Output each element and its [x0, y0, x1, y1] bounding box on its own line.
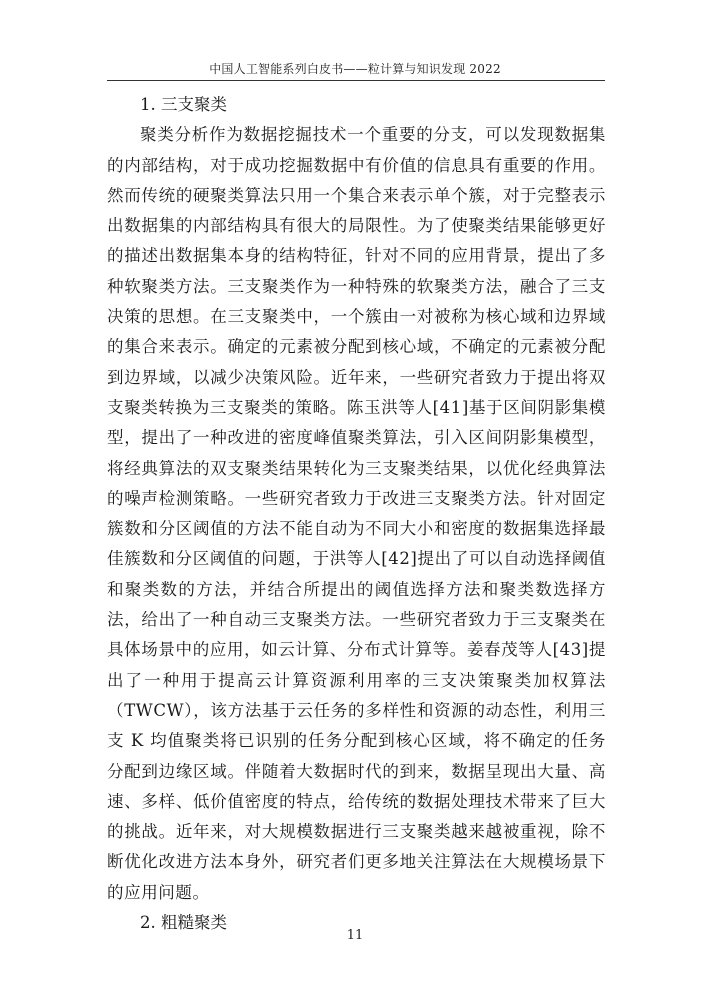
running-header: 中国人工智能系列白皮书——粒计算与知识发现 2022: [209, 62, 501, 76]
page-body: [107, 90, 606, 938]
header-rule: [107, 80, 605, 81]
section-heading-three-way-clustering: 1. 三支聚类: [140, 95, 227, 114]
section-heading-rough-clustering: 2. 粗糙聚类: [140, 913, 227, 933]
page-number: 11: [346, 928, 364, 943]
section-paragraph-three-way-clustering: 聚类分析作为数据挖掘技术一个重要的分支，可以发现数据集的内部结构，对于成功挖掘数据中有价值的信息具有重要的作用。然而传统的硬聚类算法只用一个集合来表示单个簇，对于完整表示出数据集的内部结构具有很大的局限性。为了使聚类结果能够更好的描述出数据集本身的结构特征，针对不同的应用背景，提出了多种软聚类方法。三支聚类作为一种特殊的软聚类方法，融合了三支决策的思想。在三支聚类中，一个簇由一对被称为核心域和边界域的集合来表示。确定的元素被分配到核心域，不确定的元素被分配到边界域，以减少决策风险。近年来，一些研究者致力于提出将双支聚类转换为三支聚类的策略。陈玉洪等人[41]基于区间阴影集模型，提出了一种改进的密度峰值聚类算法，引入区间阴影集模型，将经典算法的双支聚类结果转化为三支聚类结果，以优化经典算法的噪声检测策略。一些研究者致力于改进三支聚类方法。针对固定簇数和分区阈值的方法不能自动为不同大小和密度的数据集选择最佳簇数和分区阈值的问题，于洪等人[42]提出了可以自动选择阈值和聚类数的方法，并结合所提出的阈值选择方法和聚类数选择方法，给出了一种自动三支聚类方法。一些研究者致力于三支聚类在具体场景中的应用，如云计算、分布式计算等。姜春茂等人[43]提出了一种用于提高云计算资源利用率的三支决策聚类加权算法（TWCW），该方法基于云任务的多样性和资源的动态性，利用三支 K 均值聚类将已识别的任务分配到核心区域，将不确定的任务分配到边缘区域。伴随着大数据时代的到来，数据呈现出大量、高速、多样、低价值密度的特点，给传统的数据处理技术带来了巨大的挑战。近年来，对大规模数据进行三支聚类越来越被重视，除不断优化改进方法本身外，研究者们更多地关注算法在大规模场景下的应用问题。: [107, 125, 606, 902]
